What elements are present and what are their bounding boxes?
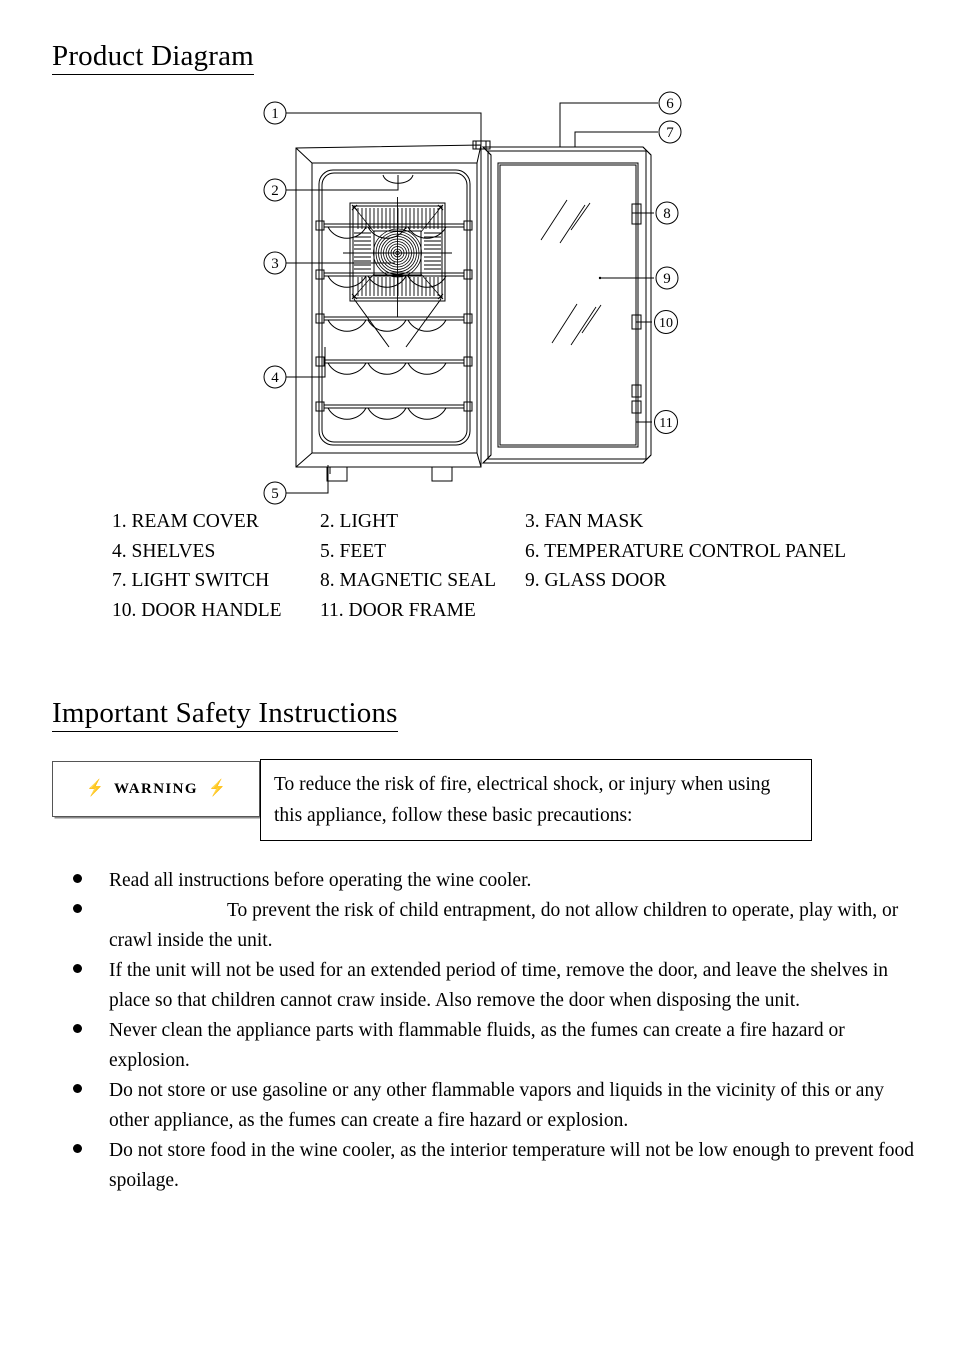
leader-line-1: [286, 113, 481, 145]
svg-text:10: 10: [659, 316, 673, 331]
parts-row: [112, 596, 912, 626]
leader-line-2: [286, 175, 398, 190]
fan-assembly: [343, 197, 452, 317]
cabinet-body: [296, 145, 481, 467]
bullet-icon: [73, 1084, 82, 1093]
page-title-product-diagram: [52, 40, 254, 73]
svg-text:4: 4: [271, 370, 279, 386]
parts-row: [112, 566, 912, 596]
svg-text:6: 6: [666, 96, 674, 112]
lightning-bolt-icon-right: ⚡: [208, 780, 226, 797]
bullet-icon: [73, 964, 82, 973]
glass-door: [483, 147, 651, 463]
part-item: 9. GLASS DOOR: [525, 570, 667, 591]
bullet-icon: [73, 1024, 82, 1033]
part-item: 2. LIGHT: [320, 511, 398, 532]
part-item: 10. DOOR HANDLE: [112, 599, 282, 621]
part-item: 8. MAGNETIC SEAL: [320, 570, 497, 591]
bullet-icon: [73, 1144, 82, 1153]
shelf-4: [316, 357, 472, 374]
list-item-text: Never clean the appliance parts with flammable fluids, as the fumes can create a fire hazard or explosion.: [109, 1020, 845, 1071]
parts-row: [112, 507, 912, 537]
list-item: [70, 956, 920, 1016]
warning-badge: [52, 761, 260, 817]
product-diagram-title-text: Product Diagram: [52, 40, 254, 75]
safety-title-text: Important Safety Instructions: [52, 697, 398, 732]
shelf-5: [316, 402, 472, 419]
part-item: 6. TEMPERATURE CONTROL PANEL: [525, 540, 847, 562]
svg-text:5: 5: [271, 486, 279, 502]
lightning-bolt-icon-left: ⚡: [86, 780, 104, 797]
part-item: 7. LIGHT SWITCH: [112, 570, 270, 591]
list-item: [70, 1016, 920, 1076]
leader-line-5: [286, 465, 328, 493]
warning-label: WARNING: [114, 780, 198, 797]
list-item: [70, 1136, 920, 1196]
part-item: 3. FAN MASK: [525, 511, 644, 532]
list-item: [70, 1076, 920, 1136]
svg-text:2: 2: [271, 183, 279, 199]
parts-row: [112, 537, 912, 567]
callout-numbers: [271, 96, 674, 502]
cabinet-liner: [319, 170, 470, 445]
svg-text:3: 3: [271, 256, 279, 272]
page-title-safety-instructions: [52, 697, 398, 730]
glass-reflection-bottom: [552, 304, 601, 345]
list-item-text: If the unit will not be used for an extended period of time, remove the door, and leave the shelves in place so that children cannot craw inside. Also remove the door when disposing the unit.: [109, 960, 888, 1011]
list-item-text: Do not store food in the wine cooler, as the interior temperature will not be low enough to prevent food spoilage.: [109, 1140, 915, 1191]
warning-message: To reduce the risk of fire, electrical shock, or injury when using this appliance, follow these basic precautions:: [260, 759, 812, 841]
parts-legend-list: [112, 507, 912, 625]
feet: [327, 467, 452, 481]
svg-text:9: 9: [663, 271, 671, 287]
bullet-icon: [73, 904, 82, 913]
warning-block: [52, 761, 902, 851]
part-item: 1. REAM COVER: [112, 511, 259, 532]
part-item: 5. FEET: [320, 540, 387, 562]
list-item-text: To prevent the risk of child entrapment, do not allow children to operate, play with, or crawl inside the unit.: [109, 900, 899, 951]
svg-text:8: 8: [663, 206, 671, 222]
svg-text:11: 11: [659, 416, 673, 431]
wine-cooler-diagram: [255, 85, 705, 510]
part-item: 4. SHELVES: [112, 540, 216, 562]
bullet-icon: [73, 874, 82, 883]
list-item-text: Read all instructions before operating the wine cooler.: [109, 870, 532, 891]
list-item-text: Do not store or use gasoline or any other flammable vapors and liquids in the vicinity of this or any other appliance, as the fumes can create a fire hazard or explosion.: [109, 1080, 884, 1131]
list-item: [70, 866, 920, 896]
svg-text:1: 1: [271, 106, 279, 122]
leader-line-7: [575, 132, 658, 147]
svg-text:7: 7: [666, 125, 674, 141]
callout-circles: [264, 92, 681, 504]
part-item: 11. DOOR FRAME: [320, 599, 476, 621]
safety-bullet-list: [70, 866, 920, 1196]
list-item: [70, 896, 920, 956]
glass-reflection-top: [541, 200, 590, 243]
shelf-3: [316, 314, 472, 331]
